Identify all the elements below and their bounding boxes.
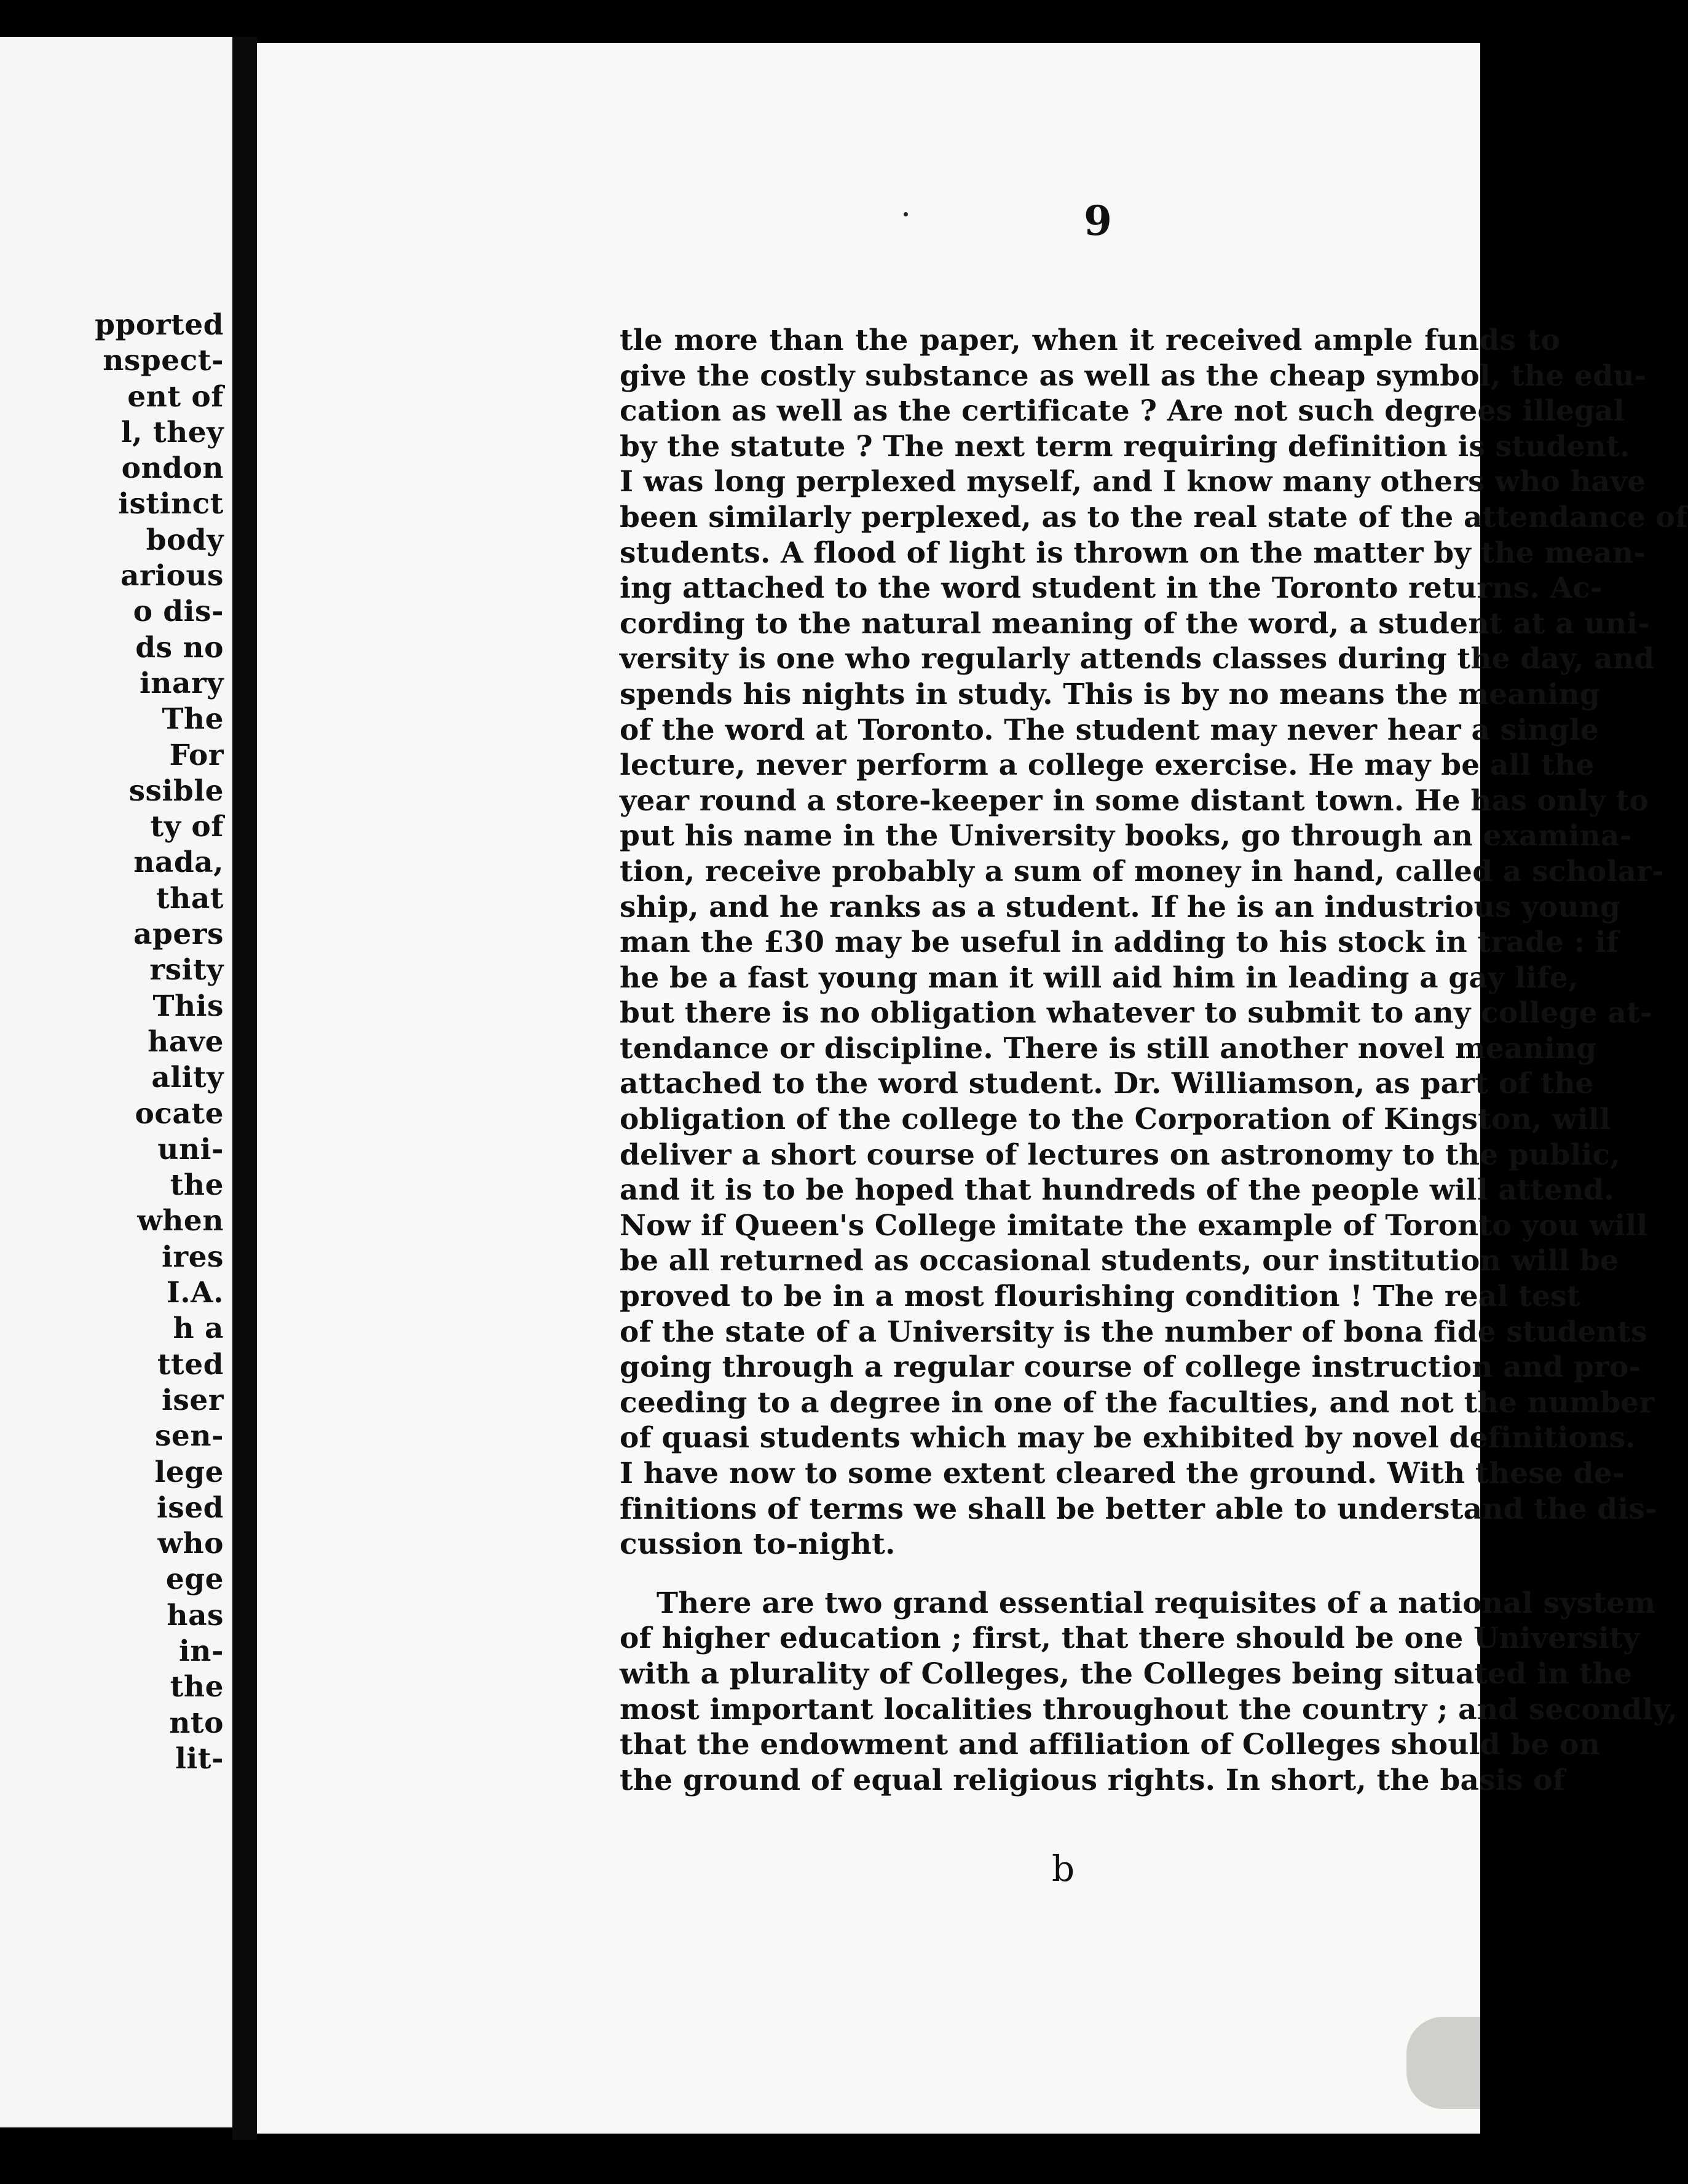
corner-smudge bbox=[1406, 2017, 1480, 2109]
text-line: and it is to be hoped that hundreds of the people will attend. bbox=[620, 1173, 1614, 1208]
text-line: going through a regular course of college instruction and pro- bbox=[620, 1350, 1641, 1385]
left-text-line: ssible bbox=[128, 774, 224, 808]
left-text-line: ocate bbox=[135, 1096, 224, 1131]
left-text-line: ds no bbox=[135, 630, 224, 665]
text-line: cording to the natural meaning of the word, a student at a uni- bbox=[620, 606, 1650, 641]
text-line: There are two grand essential requisites of a national system bbox=[657, 1586, 1656, 1620]
text-line: spends his nights in study. This is by no means the meaning bbox=[620, 677, 1600, 711]
left-text-line: ality bbox=[151, 1061, 224, 1095]
left-text-line: inary bbox=[139, 666, 224, 700]
left-text-line: o dis- bbox=[133, 595, 224, 629]
text-line: of higher education ; first, that there should be one University bbox=[620, 1621, 1640, 1656]
left-text-line: body bbox=[146, 523, 224, 557]
text-line: I was long perplexed myself, and I know many others who have bbox=[620, 465, 1646, 499]
text-line: Now if Queen's College imitate the example of Toronto you will bbox=[620, 1208, 1648, 1243]
left-text-line: This bbox=[152, 989, 224, 1023]
left-text-line: has bbox=[167, 1598, 224, 1632]
text-line: lecture, never perform a college exercise. He may be all the bbox=[620, 748, 1595, 783]
left-text-line: apers bbox=[133, 917, 224, 952]
left-text-line: ty of bbox=[150, 810, 224, 844]
left-text-line: iser bbox=[162, 1383, 224, 1417]
left-text-line: rsity bbox=[149, 953, 224, 987]
ink-speck bbox=[904, 212, 908, 216]
left-text-line: ege bbox=[165, 1562, 224, 1597]
left-text-line: have bbox=[148, 1024, 224, 1059]
left-text-line: when bbox=[137, 1204, 224, 1238]
text-line: ing attached to the word student in the Toronto returns. Ac- bbox=[620, 571, 1603, 606]
right-page bbox=[257, 43, 1688, 2134]
text-line: tion, receive probably a sum of money in hand, called a scholar- bbox=[620, 854, 1664, 888]
text-line: he be a fast young man it will aid him in leading a gay life, bbox=[620, 960, 1579, 995]
left-text-line: in- bbox=[178, 1634, 224, 1668]
text-line: students. A flood of light is thrown on the matter by the mean- bbox=[620, 536, 1646, 570]
text-line: ceeding to a degree in one of the faculties, and not the number bbox=[620, 1385, 1655, 1420]
text-line: tle more than the paper, when it received ample funds to bbox=[620, 323, 1560, 357]
book-gutter bbox=[232, 37, 257, 2140]
text-line: of the state of a University is the number of bona fide students bbox=[620, 1315, 1647, 1349]
text-line: with a plurality of Colleges, the Colleges being situated in the bbox=[620, 1656, 1633, 1691]
text-line: of the word at Toronto. The student may never hear a single bbox=[620, 713, 1599, 747]
left-text-line: who bbox=[157, 1527, 224, 1561]
text-line: attached to the word student. Dr. Williamson, as part of the bbox=[620, 1067, 1594, 1101]
left-text-line: ondon bbox=[121, 451, 224, 486]
text-line: deliver a short course of lectures on astronomy to the public, bbox=[620, 1138, 1620, 1172]
left-text-line: that bbox=[156, 881, 224, 916]
text-line: give the costly substance as well as the cheap symbol, the edu- bbox=[620, 358, 1647, 393]
text-line: but there is no obligation whatever to submit to any college at- bbox=[620, 996, 1652, 1031]
paragraph-2 bbox=[620, 1586, 1678, 1798]
left-text-line: ires bbox=[162, 1240, 224, 1274]
left-text-line: nspect- bbox=[103, 344, 224, 378]
text-line: by the statute ? The next term requiring definition is student. bbox=[620, 429, 1630, 464]
text-line: the ground of equal religious rights. In short, the basis of bbox=[620, 1763, 1566, 1797]
left-page-fragment bbox=[0, 37, 232, 2127]
text-line: been similarly perplexed, as to the real state of the attendance of bbox=[620, 500, 1688, 534]
left-text-line: nto bbox=[169, 1706, 224, 1740]
left-text-line: sen- bbox=[154, 1419, 224, 1454]
text-line: I have now to some extent cleared the ground. With these de- bbox=[620, 1457, 1625, 1490]
left-text-line: I.A. bbox=[166, 1276, 224, 1310]
left-text-line: ent of bbox=[127, 379, 224, 414]
left-text-line: istinct bbox=[118, 487, 224, 521]
text-line: most important localities throughout the country ; and secondly, bbox=[620, 1692, 1678, 1727]
paragraph-1 bbox=[620, 323, 1688, 1562]
text-line: man the £30 may be useful in adding to his stock in trade : if bbox=[620, 925, 1619, 960]
text-line: cussion to-night. bbox=[620, 1527, 896, 1562]
text-line: ship, and he ranks as a student. If he is an industrious young bbox=[620, 890, 1621, 924]
left-page-text bbox=[39, 307, 224, 1777]
text-line: year round a store-keeper in some distant town. He has only to bbox=[620, 783, 1649, 818]
text-line: put his name in the University books, go through an examina- bbox=[620, 819, 1632, 853]
text-line: finitions of terms we shall be better able to understand the dis- bbox=[620, 1492, 1657, 1526]
text-line: proved to be in a most flourishing condition ! The real test bbox=[620, 1280, 1580, 1314]
signature-mark: b bbox=[1052, 1848, 1075, 1889]
left-text-line: the bbox=[170, 1168, 224, 1203]
text-line: versity is one who regularly attends classes during the day, and bbox=[620, 642, 1655, 676]
text-line: tendance or discipline. There is still another novel meaning bbox=[620, 1031, 1597, 1066]
left-text-line: uni- bbox=[157, 1132, 224, 1166]
text-line: obligation of the college to the Corporation of Kingston, will bbox=[620, 1102, 1611, 1137]
left-text-line: For bbox=[169, 738, 224, 772]
text-line: of quasi students which may be exhibited by novel definitions. bbox=[620, 1421, 1636, 1455]
body-text bbox=[620, 323, 1688, 1798]
left-text-line: l, they bbox=[120, 415, 224, 449]
text-line: that the endowment and affiliation of Colleges should be on bbox=[620, 1728, 1600, 1762]
left-text-line: the bbox=[170, 1670, 224, 1704]
left-text-line: The bbox=[162, 702, 224, 737]
left-text-line: arious bbox=[120, 559, 224, 593]
left-text-line: pported bbox=[95, 308, 224, 342]
left-text-line: lege bbox=[154, 1455, 224, 1489]
left-text-line: ised bbox=[156, 1490, 224, 1525]
page-number: 9 bbox=[1084, 197, 1112, 245]
text-line: cation as well as the certificate ? Are not such degrees illegal bbox=[620, 394, 1625, 429]
left-text-line: lit- bbox=[175, 1741, 224, 1776]
left-text-line: h a bbox=[173, 1312, 224, 1346]
left-text-line: tted bbox=[157, 1347, 224, 1382]
left-text-line: nada, bbox=[133, 845, 224, 880]
text-line: be all returned as occasional students, our institution will be bbox=[620, 1244, 1619, 1278]
